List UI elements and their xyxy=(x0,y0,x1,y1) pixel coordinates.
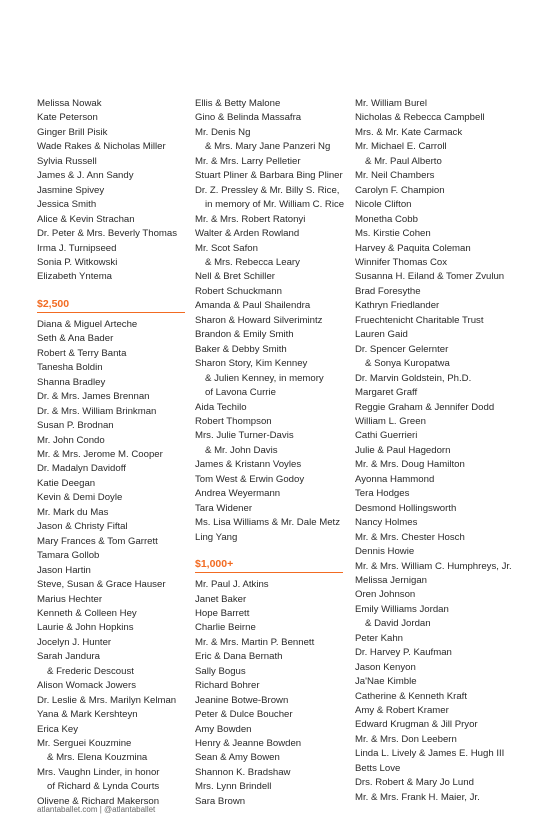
donor-name: & Mrs. Elena Kouzmina xyxy=(47,752,148,764)
donor-name: Oren Johnson xyxy=(355,589,416,601)
donor-name: Susan P. Brodnan xyxy=(37,420,114,432)
donor-name: Mr. & Mrs. Jerome M. Cooper xyxy=(37,448,163,460)
donor-name: & Frederic Descoust xyxy=(47,665,134,677)
donor-name: Walter & Arden Rowland xyxy=(195,228,300,240)
donor-name: Edward Krugman & Jill Pryor xyxy=(355,719,478,731)
donor-name: Jocelyn J. Hunter xyxy=(37,636,112,648)
donor-name: Mr. Scot Safon xyxy=(195,242,258,254)
donor-name: Seth & Ana Bader xyxy=(37,333,114,345)
donor-name: Tom West & Erwin Godoy xyxy=(195,473,305,485)
donor-name: Robert Schuckmann xyxy=(195,285,282,297)
donor-name: Gino & Belinda Massafra xyxy=(195,112,302,124)
donor-name: Shannon K. Bradshaw xyxy=(195,766,291,778)
donor-name: Emily Williams Jordan xyxy=(355,603,449,615)
donor-name: Yana & Mark Kershteyn xyxy=(37,709,138,721)
donor-name: Robert & Terry Banta xyxy=(37,347,127,359)
donor-name: & Mr. Paul Alberto xyxy=(365,155,442,167)
donor-name: Olivene & Richard Makerson xyxy=(37,795,160,807)
donor-name: Charlie Beirne xyxy=(195,622,256,634)
donor-name: Dr. Marvin Goldstein, Ph.D. xyxy=(355,372,472,384)
donor-name: Tanesha Boldin xyxy=(37,362,103,374)
donor-name: Kenneth & Colleen Hey xyxy=(37,607,137,619)
donor-name: Mr. & Mrs. Doug Hamilton xyxy=(355,459,465,471)
donor-name: Steve, Susan & Grace Hauser xyxy=(37,579,166,591)
donor-name: Desmond Hollingsworth xyxy=(355,502,457,514)
donor-column-2 xyxy=(195,97,343,809)
donor-name: Sean & Amy Bowen xyxy=(195,752,280,764)
section-heading: $2,500 xyxy=(37,297,185,313)
donor-name: Henry & Jeanne Bowden xyxy=(195,738,302,750)
donor-name: Diana & Miguel Arteche xyxy=(37,318,138,330)
donor-name: Lauren Gaid xyxy=(355,329,408,341)
donor-name: Mr. & Mrs. Don Leebern xyxy=(355,733,457,745)
donor-name: Aida Techilo xyxy=(195,401,247,413)
donor-name: Sally Bogus xyxy=(195,665,246,677)
donor-name: of Lavona Currie xyxy=(205,387,276,399)
donor-name: Margaret Graff xyxy=(355,387,418,399)
donor-name: Dr. Leslie & Mrs. Marilyn Kelman xyxy=(37,694,177,706)
donor-name: Hope Barrett xyxy=(195,607,250,619)
footer-text: atlantaballet.com | @atlantaballet xyxy=(37,805,156,814)
donor-name: Mr. Denis Ng xyxy=(195,126,251,138)
donor-name: & Julien Kenney, in memory xyxy=(205,372,324,384)
donor-name: Amy Bowden xyxy=(195,723,252,735)
donor-name: Catherine & Kenneth Kraft xyxy=(355,690,467,702)
donor-name: Mrs. & Mr. Kate Carmack xyxy=(355,126,463,138)
donor-name: Dr. Madalyn Davidoff xyxy=(37,463,126,475)
donor-name: & Sonya Kuropatwa xyxy=(365,358,450,370)
donor-name: Mary Frances & Tom Garrett xyxy=(37,535,158,547)
donor-name: Sonia P. Witkowski xyxy=(37,256,118,268)
donor-name: Irma J. Turnipseed xyxy=(37,242,117,254)
donor-name: Ayonna Hammond xyxy=(355,473,435,485)
donor-name: Mrs. Vaughn Linder, in honor xyxy=(37,766,160,778)
donor-name: James & Kristann Voyles xyxy=(195,459,302,471)
donor-name: & David Jordan xyxy=(365,618,431,630)
donor-column-1 xyxy=(37,97,185,809)
donor-name: Kathryn Friedlander xyxy=(355,300,440,312)
donor-name: Dr. Harvey P. Kaufman xyxy=(355,647,452,659)
donor-name: & Mrs. Rebecca Leary xyxy=(205,256,300,268)
donor-name: Sarah Jandura xyxy=(37,651,100,663)
donor-name: Mrs. Lynn Brindell xyxy=(195,781,272,793)
donor-name: Robert Thompson xyxy=(195,415,272,427)
donor-name: Alice & Kevin Strachan xyxy=(37,213,135,225)
donor-name: Jason Kenyon xyxy=(355,661,416,673)
donor-name: Jeanine Botwe-Brown xyxy=(195,694,289,706)
section-heading: $1,000+ xyxy=(195,557,343,573)
donor-name: Linda L. Lively & James E. Hugh III xyxy=(355,748,505,760)
donor-name: Drs. Robert & Mary Jo Lund xyxy=(355,777,474,789)
donor-name: Nicole Clifton xyxy=(355,199,412,211)
donor-name: Ellis & Betty Malone xyxy=(195,98,281,109)
donor-name: Ginger Brill Pisik xyxy=(37,126,108,138)
donor-name: Mr. & Mrs. Robert Ratonyi xyxy=(195,213,306,225)
donor-name: Amanda & Paul Shailendra xyxy=(195,300,311,312)
donor-name: Mr. Mark du Mas xyxy=(37,506,109,518)
donor-name: Mr. Neil Chambers xyxy=(355,170,435,182)
donor-name: Mr. & Mrs. Chester Hosch xyxy=(355,531,465,543)
donor-name: Susanna H. Eiland & Tomer Zvulun xyxy=(355,271,505,283)
donor-name: William L. Green xyxy=(355,415,426,427)
donor-name: Marius Hechter xyxy=(37,593,103,605)
donor-name: Ja'Nae Kimble xyxy=(355,676,417,688)
donor-name: Sharon Story, Kim Kenney xyxy=(195,358,308,370)
donor-column-3 xyxy=(355,97,515,805)
donor-name: Mr. Michael E. Carroll xyxy=(355,141,447,153)
donor-name: Wade Rakes & Nicholas Miller xyxy=(37,141,166,153)
donor-name: Katie Deegan xyxy=(37,477,96,489)
donor-name: Andrea Weyermann xyxy=(195,488,281,500)
donor-name: Brad Foresythe xyxy=(355,285,421,297)
donor-name: Mr. Serguei Kouzmine xyxy=(37,738,132,750)
donor-name: Cathi Guerrieri xyxy=(355,430,418,442)
donor-name: Julie & Paul Hagedorn xyxy=(355,444,451,456)
donor-name: Reggie Graham & Jennifer Dodd xyxy=(355,401,495,413)
donor-name: Dr. Peter & Mrs. Beverly Thomas xyxy=(37,228,178,240)
donor-name: Nancy Holmes xyxy=(355,517,418,529)
donor-name: Ms. Kirstie Cohen xyxy=(355,228,431,240)
donor-name: Peter Kahn xyxy=(355,632,404,644)
donor-name: Winnifer Thomas Cox xyxy=(355,256,448,268)
donor-name: Tara Widener xyxy=(195,502,253,514)
donor-name: Mr. & Mrs. Martin P. Bennett xyxy=(195,636,315,648)
donor-name: Sara Brown xyxy=(195,795,246,807)
donor-name: Mr. Paul J. Atkins xyxy=(195,579,269,591)
donor-name: Stuart Pliner & Barbara Bing Pliner xyxy=(195,170,343,182)
donor-name: Jasmine Spivey xyxy=(37,184,105,196)
donor-name: Jason Hartin xyxy=(37,564,91,576)
donor-name: Erica Key xyxy=(37,723,79,735)
donor-name: Mr. & Mrs. William C. Humphreys, Jr. xyxy=(355,560,512,572)
donor-name: Carolyn F. Champion xyxy=(355,184,445,196)
donor-name: Kate Peterson xyxy=(37,112,98,124)
donor-name: Jason & Christy Fiftal xyxy=(37,521,128,533)
donor-name: Melissa Jernigan xyxy=(355,574,427,586)
donor-name: Janet Baker xyxy=(195,593,247,605)
donor-name: Betts Love xyxy=(355,762,401,774)
donor-name: Mr. & Mrs. Larry Pelletier xyxy=(195,155,301,167)
donor-name: Dr. & Mrs. William Brinkman xyxy=(37,405,157,417)
donor-name: in memory of Mr. William C. Rice xyxy=(205,199,345,211)
donor-name: Mr. William Burel xyxy=(355,98,427,109)
donor-name: Alison Womack Jowers xyxy=(37,680,136,692)
donor-name: Melissa Nowak xyxy=(37,98,102,109)
donor-name: Mr. & Mrs. Frank H. Maier, Jr. xyxy=(355,791,480,803)
donor-name: Dr. Z. Pressley & Mr. Billy S. Rice, xyxy=(195,184,340,196)
donor-name: Amy & Robert Kramer xyxy=(355,705,449,717)
donor-name: of Richard & Lynda Courts xyxy=(47,781,160,793)
donor-name: Baker & Debby Smith xyxy=(195,343,287,355)
donor-name: Mrs. Julie Turner-Davis xyxy=(195,430,294,442)
donor-name: Richard Bohrer xyxy=(195,680,260,692)
donor-name: Sharon & Howard Silverimintz xyxy=(195,314,323,326)
donor-name: & Mrs. Mary Jane Panzeri Ng xyxy=(205,141,331,153)
donor-name: Nell & Bret Schiller xyxy=(195,271,275,283)
donor-name: Eric & Dana Bernath xyxy=(195,651,283,663)
donor-name: & Mr. John Davis xyxy=(205,444,278,456)
donor-name: Dr. Spencer Gelernter xyxy=(355,343,449,355)
donor-name: Sylvia Russell xyxy=(37,155,97,167)
donor-name: Elizabeth Yntema xyxy=(37,271,113,283)
donor-name: Peter & Dulce Boucher xyxy=(195,709,293,721)
donor-name: Fruechtenicht Charitable Trust xyxy=(355,314,484,326)
donor-name: Shanna Bradley xyxy=(37,376,106,388)
donor-name: Harvey & Paquita Coleman xyxy=(355,242,471,254)
donor-name: Dr. & Mrs. James Brennan xyxy=(37,391,150,403)
donor-name: Dennis Howie xyxy=(355,546,415,558)
donor-name: Kevin & Demi Doyle xyxy=(37,492,123,504)
donor-name: Tera Hodges xyxy=(355,488,410,500)
donor-name: Mr. John Condo xyxy=(37,434,105,446)
donor-name: Laurie & John Hopkins xyxy=(37,622,134,634)
donor-name: Jessica Smith xyxy=(37,199,97,211)
donor-name: James & J. Ann Sandy xyxy=(37,170,134,182)
donor-name: Tamara Gollob xyxy=(37,550,100,562)
donor-name: Ms. Lisa Williams & Mr. Dale Metz xyxy=(195,517,340,529)
donor-name: Monetha Cobb xyxy=(355,213,418,225)
donor-name: Ling Yang xyxy=(195,531,238,543)
donor-name: Brandon & Emily Smith xyxy=(195,329,294,341)
donor-name: Nicholas & Rebecca Campbell xyxy=(355,112,485,124)
